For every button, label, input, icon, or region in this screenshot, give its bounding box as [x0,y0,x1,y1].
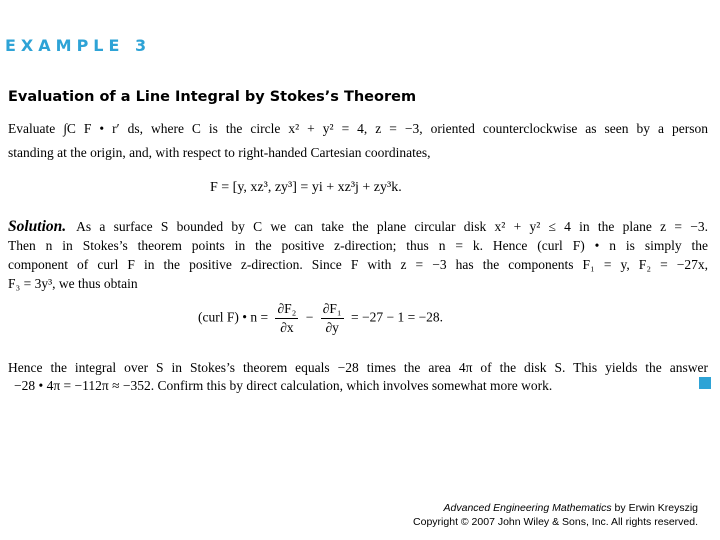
curl-equation [198,300,443,337]
solution-text-1: As a surface S bounded by C we can take the plane circular disk x² + y² ≤ 4 in the plane z = −3. [76,219,708,234]
book-author: by Erwin Kreyszig [611,502,698,514]
conclusion-line-1: Hence the integral over S in Stokes’s theorem equals −28 times the area 4π of the disk S. This yields the answer [8,360,708,375]
problem-line-1: Evaluate ∫C F • r′ ds, where C is the circle x² + y² = 4, z = −3, oriented counterclockwise as seen by a person [8,121,708,136]
fraction-1-numerator: ∂F₂ [275,300,298,319]
book-credit [444,502,698,514]
solution-line-3: component of curl F in the positive z-direction. Since F with z = −3 has the components F₁ = y, F₂ = −27x, [8,257,708,272]
solution-line-4: F₃ = 3y³, we thus obtain [8,276,138,291]
field-equation: F = [y, xz³, zy³] = yi + xz³j + zy³k. [210,180,402,195]
fraction-1-denominator: ∂x [280,320,294,335]
problem-line-2: standing at the origin, and, with respect to right-handed Cartesian coordinates, [8,145,431,160]
end-of-example-marker [699,377,711,389]
fraction-dF1-dy [321,300,344,337]
book-title: Advanced Engineering Mathematics [443,502,612,514]
conclusion-line-2: −28 • 4π = −112π ≈ −352. Confirm this by direct calculation, which involves somewhat more work. [14,378,553,393]
curl-equation-minus: − [305,309,314,325]
curl-equation-rhs: = −27 − 1 = −28. [350,309,444,325]
solution-heading: Solution. [8,218,67,235]
fraction-2-denominator: ∂y [325,320,339,335]
copyright-notice: Copyright © 2007 John Wiley & Sons, Inc. All rights reserved. [413,516,698,528]
section-title: Evaluation of a Line Integral by Stokes’s Theorem [8,89,417,105]
fraction-dF2-dx [275,300,298,337]
example-label: EXAMPLE 3 [5,36,152,55]
curl-equation-lhs: (curl F) • n = [198,309,269,325]
solution-line-1 [8,219,708,235]
solution-line-2: Then n in Stokes’s theorem points in the positive z-direction; thus n = k. Hence (curl F) • n is simply the [8,238,708,253]
fraction-2-numerator: ∂F₁ [321,300,344,319]
